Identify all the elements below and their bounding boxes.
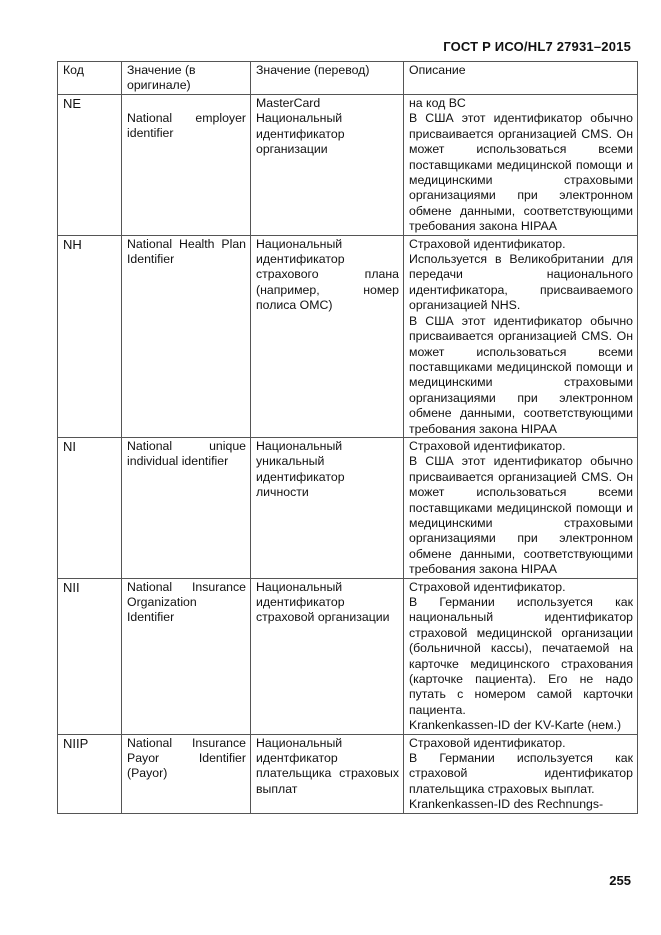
description-paragraph: В США этот идентификатор обычно присваивается организацией CMS. Он может использоваться всеми поставщиками медицинской помощи и медицинскими страховыми организациями при электронном обмене данными, соответствующими требования закона HIPAA	[409, 454, 633, 577]
translation-cell: Национальный идентфикатор плательщика страховых выплат	[251, 734, 404, 813]
code-cell: NII	[58, 578, 122, 734]
table-header-row	[58, 62, 638, 95]
description-paragraph: В Германии используется как национальный идентификатор страховой медицинской организации (больничной кассы), печатаемой на карточке медицинского страхования (карточке пациента). Его не надо путать с номером самой карточки пациента.	[409, 595, 633, 717]
description-paragraph: Страховой идентификатор.	[409, 735, 566, 750]
description-cell	[404, 95, 638, 236]
table-row	[58, 578, 638, 734]
table-row	[58, 437, 638, 578]
page-number: 255	[609, 873, 631, 888]
description-cell	[404, 437, 638, 578]
table-row	[58, 734, 638, 813]
code-cell: NH	[58, 235, 122, 437]
original-cell: National unique individual identifier	[122, 437, 251, 578]
table-row	[58, 235, 638, 437]
description-paragraph: Krankenkassen-ID der KV-Karte (нем.)	[409, 718, 622, 733]
translation-text: Национальный идентификатор организации	[256, 111, 345, 157]
translation-cell: Национальный идентификатор страхового плана (например, номер полиса ОМС)	[251, 235, 404, 437]
code-cell: NI	[58, 437, 122, 578]
description-paragraph: В США этот идентификатор обычно присваивается организацией CMS. Он может использоваться всеми поставщиками медицинской помощи и медицинскими страховыми организациями при электронном обмене данными, соответствующими требования закона HIPAA	[409, 111, 633, 234]
code-cell: NE	[58, 95, 122, 236]
original-text: National employer identifier	[127, 111, 246, 141]
description-cell	[404, 235, 638, 437]
code-table	[57, 61, 638, 814]
column-header-original: Значение (в оригинале)	[122, 62, 251, 95]
description-paragraph: В США этот идентификатор обычно присваивается организацией CMS. Он может использоваться всеми поставщиками медицинской помощи и медицинскими страховыми организациями при электронном обмене данными, соответствующими требования закона HIPAA	[409, 313, 633, 436]
description-paragraph: Страховой идентификатор.	[409, 579, 566, 594]
continuation-description: на код BC	[409, 96, 466, 110]
document-header: ГОСТ Р ИСО/HL7 27931–2015	[443, 39, 631, 54]
original-cell	[122, 95, 251, 236]
description-paragraph: Krankenkassen-ID des Rechnungs-	[409, 797, 604, 812]
description-paragraph: Используется в Великобритании для передачи национального идентификатора, присваиваемого организацией NHS.	[409, 252, 633, 313]
description-paragraph: В Германии используется как страховой идентификатор плательщика страховых выплат.	[409, 751, 633, 796]
original-cell: National Insurance Organization Identifier	[122, 578, 251, 734]
translation-cell	[251, 95, 404, 236]
translation-cell: Национальный идентификатор страховой организации	[251, 578, 404, 734]
original-cell: National Insurance Payor Identifier (Payor)	[122, 734, 251, 813]
description-paragraph: Страховой идентификатор.	[409, 438, 566, 453]
description-cell	[404, 578, 638, 734]
code-cell: NIIP	[58, 734, 122, 813]
column-header-description: Описание	[404, 62, 638, 95]
description-cell	[404, 734, 638, 813]
description-paragraph: Страховой идентификатор.	[409, 236, 566, 251]
translation-cell: Национальный уникальный идентификатор личности	[251, 437, 404, 578]
table-row	[58, 95, 638, 236]
column-header-code: Код	[58, 62, 122, 95]
column-header-translation: Значение (перевод)	[251, 62, 404, 95]
continuation-translation: MasterCard	[256, 96, 321, 110]
original-cell: National Health Plan Identifier	[122, 235, 251, 437]
